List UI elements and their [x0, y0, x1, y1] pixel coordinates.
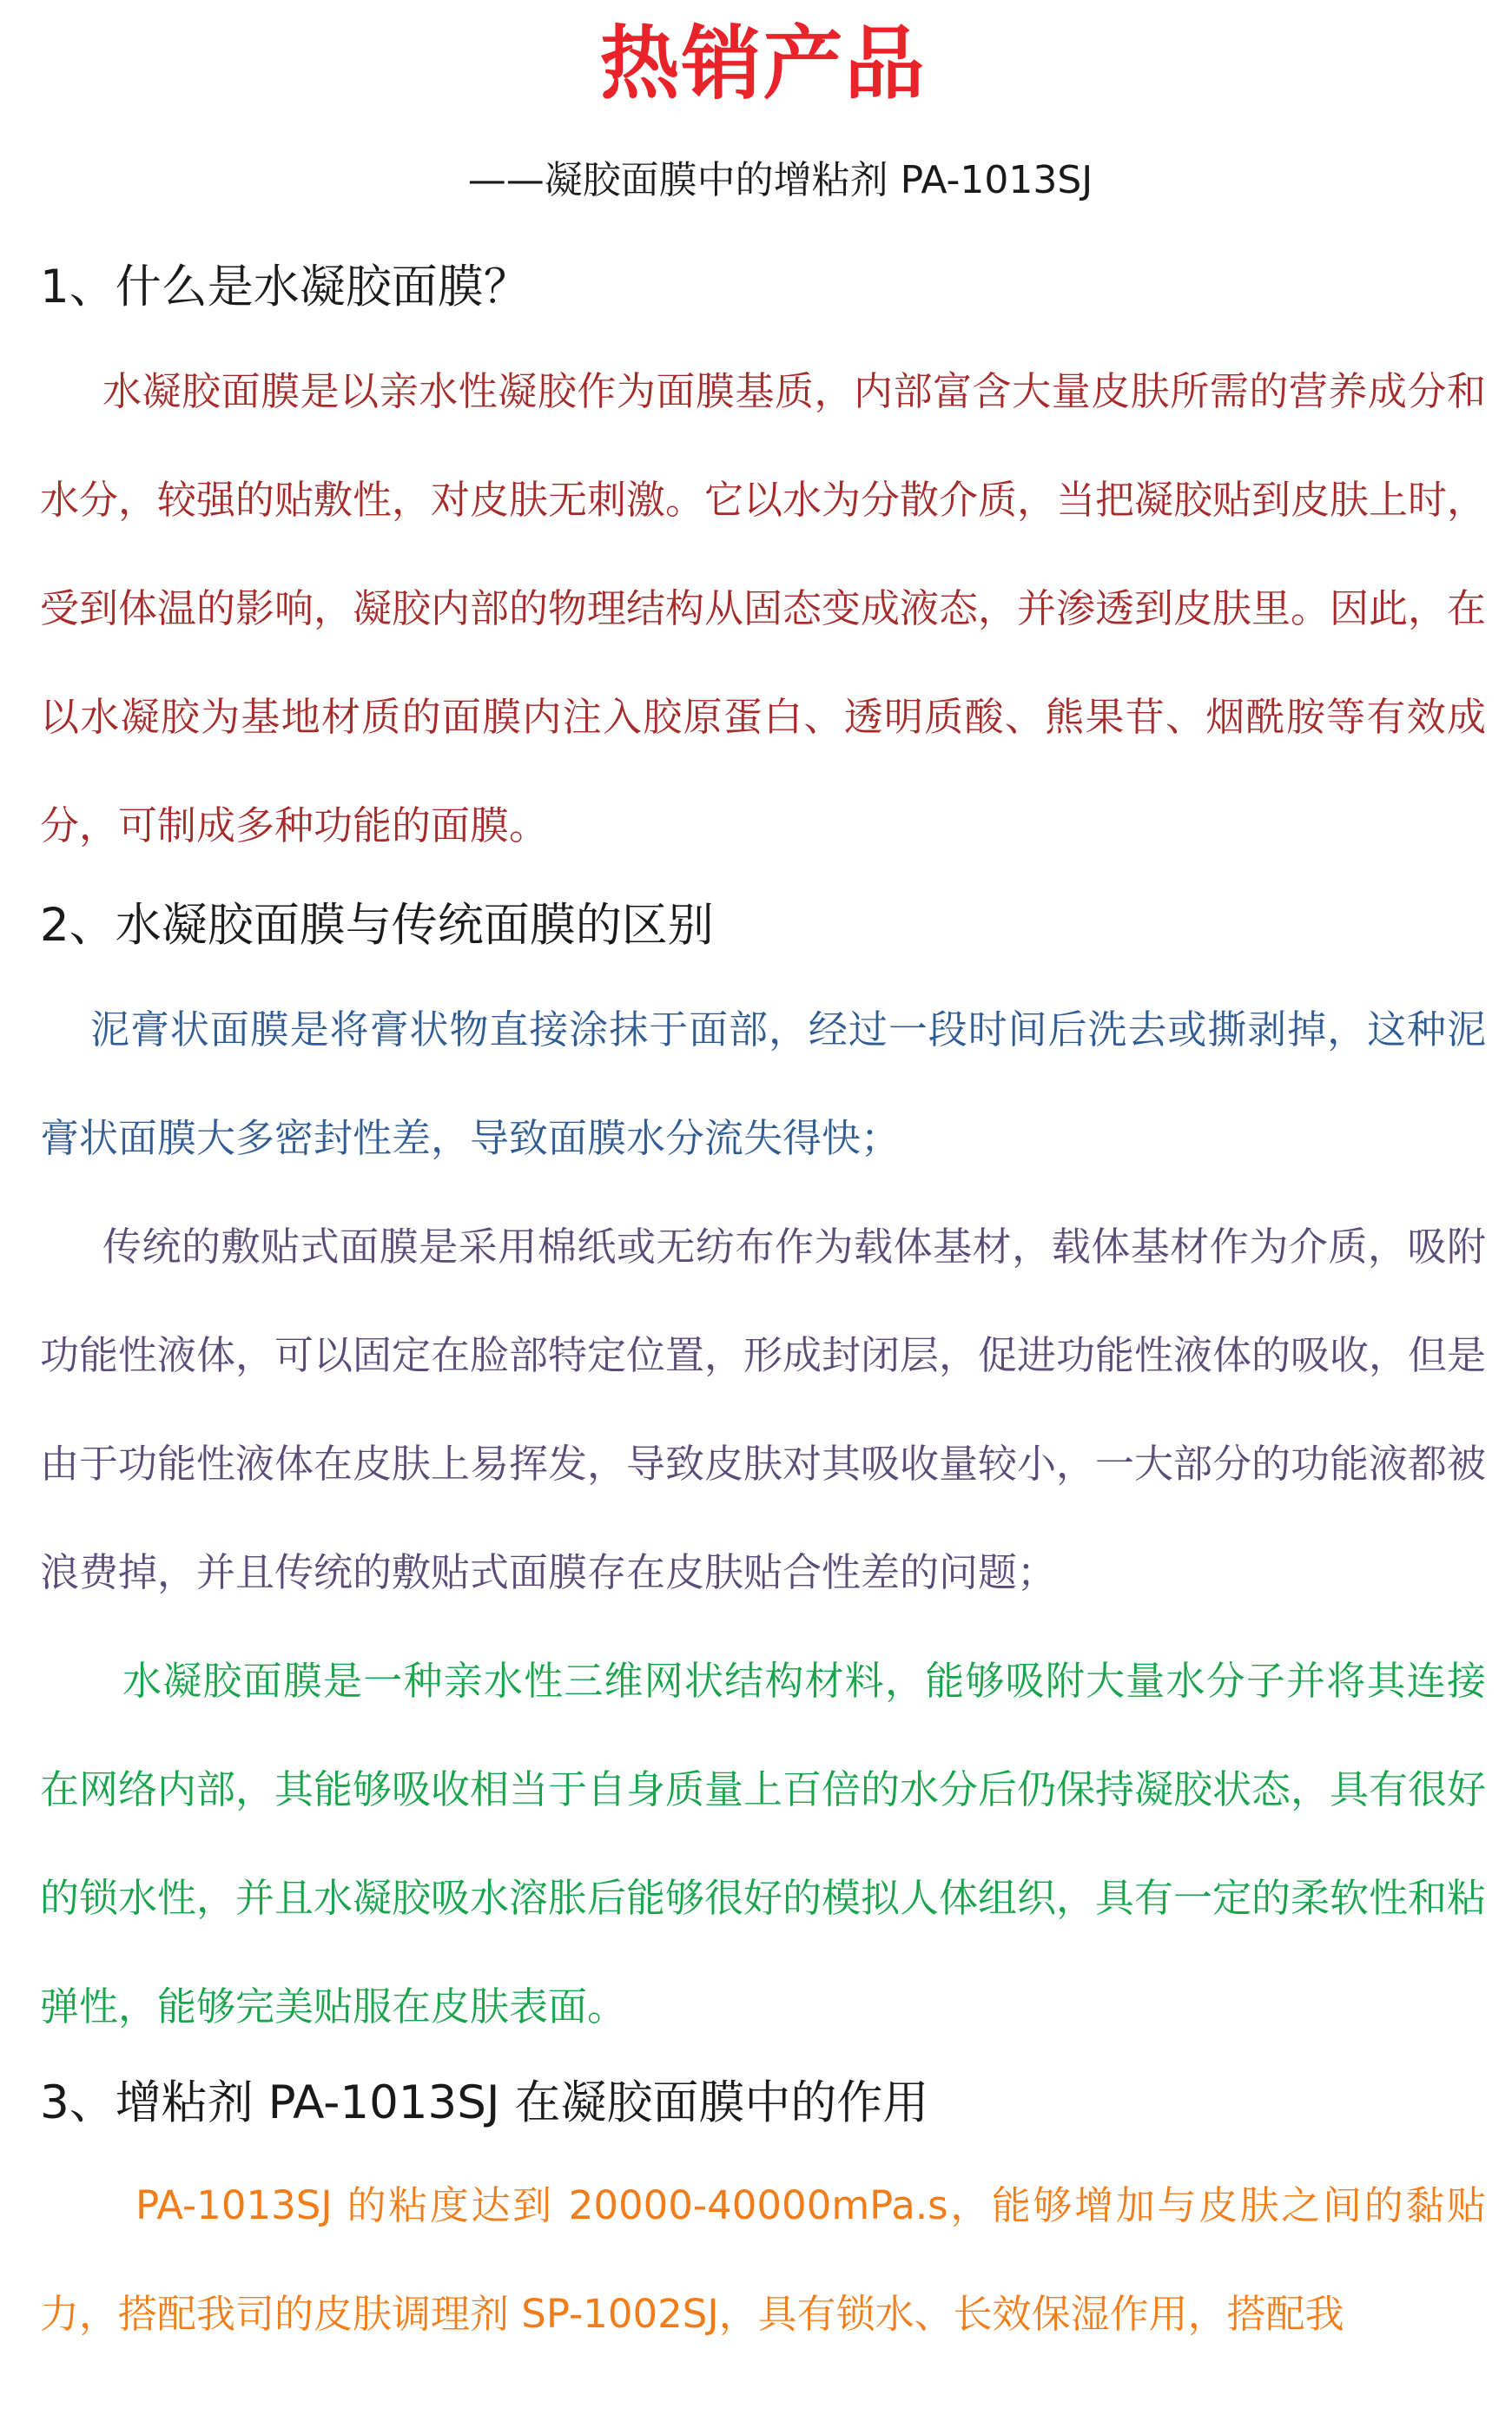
section-heading-2: 2、水凝胶面膜与传统面膜的区别 — [40, 899, 714, 952]
section-heading-3: 3、增粘剂 PA-1013SJ 在凝胶面膜中的作用 — [40, 2076, 929, 2129]
section-2-paragraph-2: 传统的敷贴式面膜是采用棉纸或无纺布作为载体基材，载体基材作为介质，吸附功能性液体，可以固定在脸部特定位置，形成封闭层，促进功能性液体的吸收，但是由于功能性液体在皮肤上易挥发，导致皮肤对其吸收量较小，一大部分的功能液都被浪费掉，并且传统的敷贴式面膜存在皮肤贴合性差的问题； — [40, 1224, 1487, 1595]
section-1-paragraph-1: 水凝胶面膜是以亲水性凝胶作为面膜基质，内部富含大量皮肤所需的营养成分和水分，较强的贴敷性，对皮肤无刺激。它以水为分散介质，当把凝胶贴到皮肤上时，受到体温的影响，凝胶内部的物理结构从固态变成液态，并渗透到皮肤里。因此，在以水凝胶为基地材质的面膜内注入胶原蛋白、透明质酸、熊果苷、烟酰胺等有效成分，可制成多种功能的面膜。 — [40, 368, 1487, 848]
section-2-paragraph-1: 泥膏状面膜是将膏状物直接涂抹于面部，经过一段时间后洗去或撕剥掉，这种泥膏状面膜大多密封性差，导致面膜水分流失得快； — [40, 1006, 1486, 1161]
section-3-paragraph-1: PA-1013SJ 的粘度达到 20000-40000mPa.s，能够增加与皮肤之间的黏贴力，搭配我司的皮肤调理剂 SP-1002SJ，具有锁水、长效保湿作用，搭配我 — [40, 2182, 1486, 2337]
page-subtitle: ——凝胶面膜中的增粘剂 PA-1013SJ — [467, 158, 1093, 202]
section-heading-1: 1、什么是水凝胶面膜？ — [40, 261, 530, 313]
section-2-paragraph-3: 水凝胶面膜是一种亲水性三维网状结构材料，能够吸附大量水分子并将其连接在网络内部，其能够吸收相当于自身质量上百倍的水分后仍保持凝胶状态，具有很好的锁水性，并且水凝胶吸水溶胀后能够很好的模拟人体组织，具有一定的柔软性和粘弹性，能够完美贴服在皮肤表面。 — [40, 1658, 1487, 2029]
page-title: 热销产品 — [599, 17, 927, 110]
